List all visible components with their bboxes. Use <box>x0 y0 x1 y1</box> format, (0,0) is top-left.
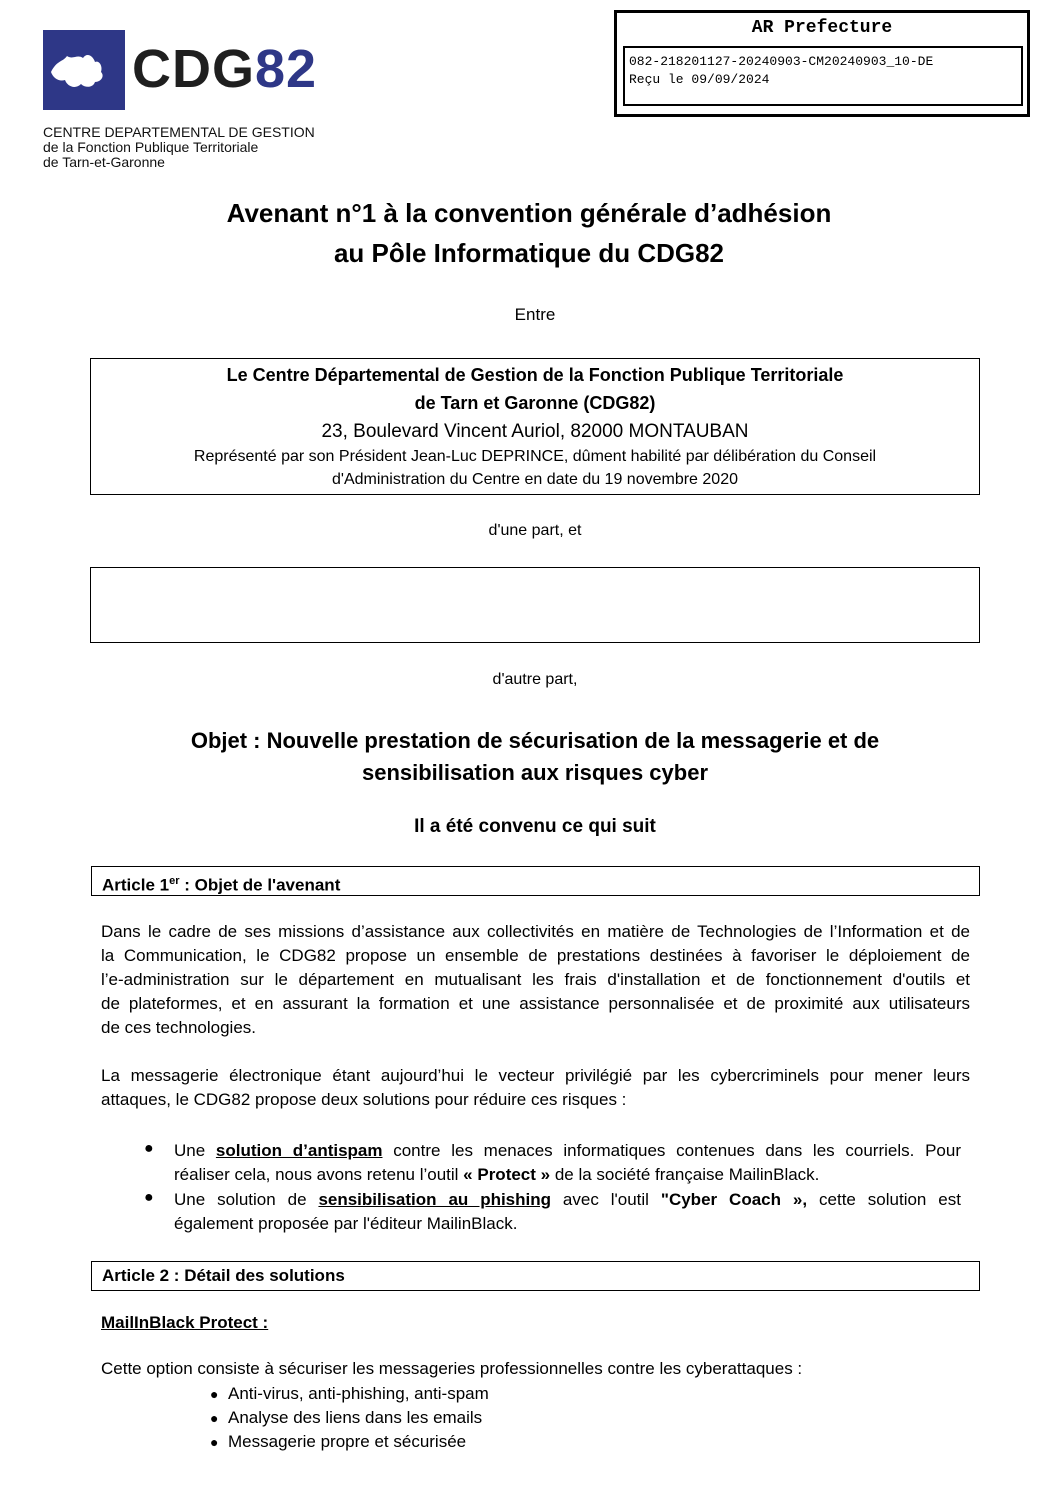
map-icon <box>43 30 125 110</box>
party1-representative-line2: d'Administration du Centre en date du 19 novembre 2020 <box>332 471 738 488</box>
logo-wordmark: CDG82 <box>132 39 318 99</box>
list-item: ● Analyse des liens dans les emails <box>210 1406 489 1430</box>
stamp-title: AR Prefecture <box>751 18 893 38</box>
list-item: ● Anti-virus, anti-phishing, anti-spam <box>210 1382 489 1406</box>
protect-list <box>210 1382 489 1454</box>
party2-box <box>90 567 980 643</box>
article1-paragraph1: Dans le cadre de ses missions d’assistance aux collectivités en matière de Technologies de l’Information et de la Communication, le CDG82 propose un ensemble de prestations destinées à favoriser le déploiement de l’e-administration sur le département en mutualisant les frais d'installation et de fonctionnement d'outils et de plateformes, et en assurant la formation et une assistance personnalisée et de proximité aux utilisateurs de ces technologies. <box>101 922 970 1037</box>
article1-heading: Article 1er : Objet de l'avenant <box>91 866 980 896</box>
protect-heading: MailInBlack Protect : <box>101 1313 269 1332</box>
bullet-antispam: Une solution d’antispam contre les menaces informatiques contenues dans les courriels. Pour réaliser cela, nous avons retenu l’outil « Protect » de la société française MailinBlack. <box>174 1141 961 1184</box>
bullet-icon: ● <box>210 1434 219 1450</box>
list-item: ● Messagerie propre et sécurisée <box>210 1430 489 1454</box>
party1-address: 23, Boulevard Vincent Auriol, 82000 MONTAUBAN <box>321 421 749 442</box>
stamp-received-date: Reçu le 09/09/2024 <box>629 72 770 87</box>
objet-line1: Objet : Nouvelle prestation de sécurisation de la messagerie et de <box>190 728 880 753</box>
stamp-reference: 082-218201127-20240903-CM20240903_10-DE <box>629 54 934 69</box>
entre-label: Entre <box>514 305 556 324</box>
logo-subtitle: CENTRE DEPARTEMENTAL DE GESTION de la Fonction Publique Territoriale de Tarn-et-Garonne <box>43 124 315 170</box>
bullet-icon: ● <box>144 1189 154 1206</box>
objet-line2: sensibilisation aux risques cyber <box>361 760 709 785</box>
une-part-label: d'une part, et <box>488 522 582 539</box>
protect-intro: Cette option consiste à sécuriser les messageries professionnelles contre les cyberattaques : <box>101 1359 803 1378</box>
document-title-line2: au Pôle Informatique du CDG82 <box>333 238 725 268</box>
party1-name-line1: Le Centre Départemental de Gestion de la Fonction Publique Territoriale <box>226 365 844 385</box>
article1-paragraph2: La messagerie électronique étant aujourd’hui le vecteur privilégié par les cybercriminels pour mener leurs attaques, le CDG82 propose deux solutions pour réduire ces risques : <box>101 1066 970 1109</box>
party1-representative-line1: Représenté par son Président Jean-Luc DEPRINCE, dûment habilité par délibération du Conseil <box>193 448 877 465</box>
bullet-icon: ● <box>210 1410 219 1426</box>
article2-heading: Article 2 : Détail des solutions <box>91 1261 980 1291</box>
party1-name-line2: de Tarn et Garonne (CDG82) <box>414 393 656 413</box>
bullet-icon: ● <box>210 1386 219 1402</box>
bullet-phishing: Une solution de sensibilisation au phishing avec l'outil "Cyber Coach », cette solution est également proposée par l'éditeur MailinBlack. <box>174 1190 961 1233</box>
party1-box <box>90 358 980 495</box>
autre-part-label: d'autre part, <box>492 671 578 688</box>
convenu-heading: Il a été convenu ce qui suit <box>414 816 656 837</box>
document-title-line1: Avenant n°1 à la convention générale d’adhésion <box>226 198 832 228</box>
bullet-icon: ● <box>144 1140 154 1157</box>
logo-mark <box>43 30 125 110</box>
